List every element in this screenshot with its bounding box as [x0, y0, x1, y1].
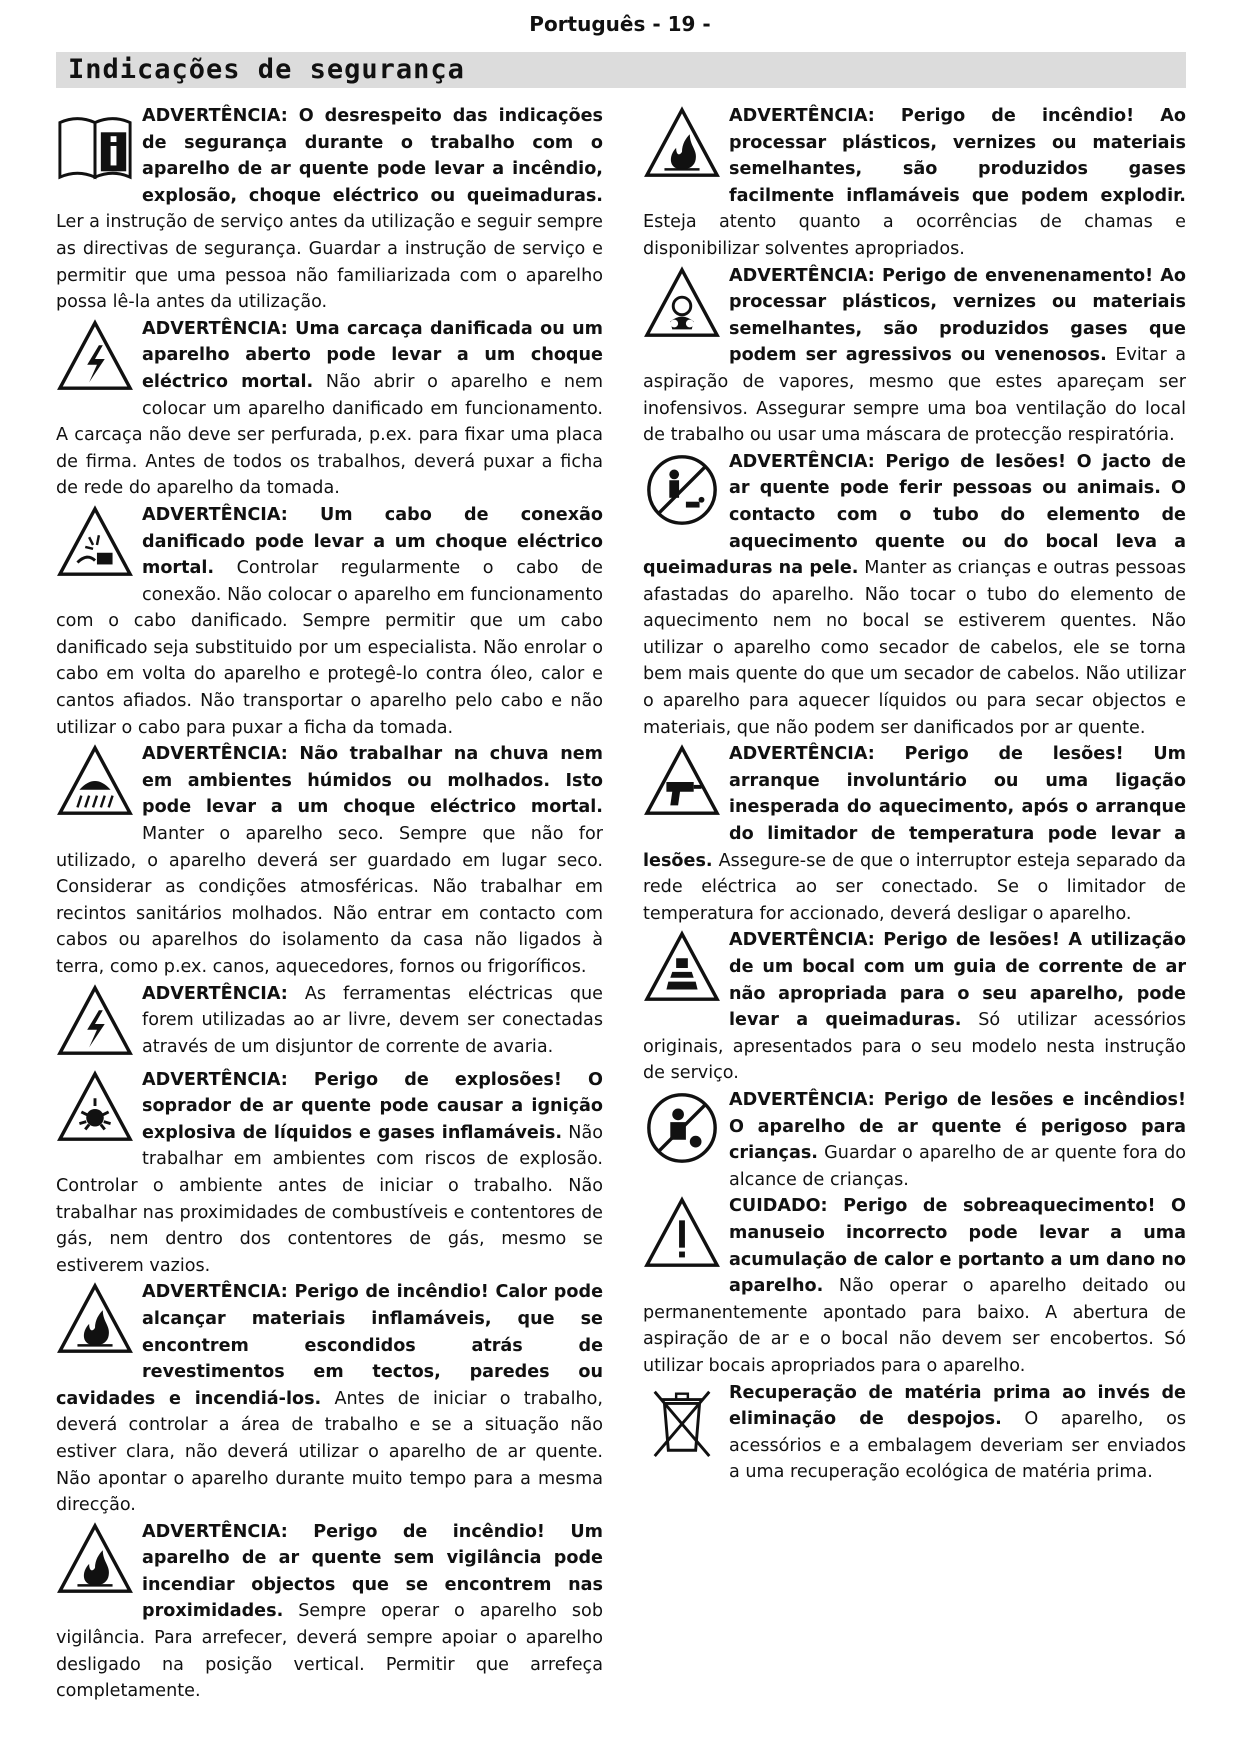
notice-warning-heading: ADVERTÊNCIA: Perigo de envenenamento! Ao processar plásticos, vernizes ou materiais semelhantes, são produzidos gases que podem ser agressivos ou venenosos. — [729, 265, 1186, 366]
notice-warning-heading: CUIDADO: Perigo de sobreaquecimento! O manuseio incorrecto pode levar a uma acumulação de calor e portanto a um dano no aparelho. — [729, 1196, 1186, 1297]
safety-notice — [643, 103, 1186, 263]
notice-warning-heading: ADVERTÊNCIA: Perigo de lesões! Um arranque involuntário ou uma ligação inesperada do aquecimento, após o arranque do limitador de temperatura pode levar a lesões. — [643, 744, 1186, 871]
notice-warning-heading: ADVERTÊNCIA: Não trabalhar na chuva nem em ambientes húmidos ou molhados. Isto pode levar a um choque eléctrico mortal. — [142, 744, 603, 818]
notice-body-text: As ferramentas eléctricas que forem utilizadas ao ar livre, devem ser conectadas através de um disjuntor de corrente de avaria. — [142, 983, 603, 1057]
notice-warning-heading: ADVERTÊNCIA: Perigo de incêndio! Um aparelho de ar quente sem vigilância pode incendiar objectos que se encontrem nas proximidades. — [142, 1521, 603, 1622]
notice-warning-heading: Recuperação de matéria prima ao invés de eliminação de despojos. — [729, 1382, 1186, 1430]
notice-warning-heading: ADVERTÊNCIA: Perigo de lesões e incêndios! O aparelho de ar quente é perigoso para crianças. — [729, 1089, 1186, 1164]
respirator-warning-icon — [643, 265, 723, 349]
safety-notice — [643, 741, 1186, 927]
notice-body-text: Guardar o aparelho de ar quente fora do alcance de crianças. — [729, 1143, 1186, 1190]
notice-body-text: Assegure-se de que o interruptor esteja separado da rede eléctrica ao ser conectado. Se o limitador de temperatura for accionado, deverá desligar o aparelho. — [643, 850, 1186, 924]
notice-body-text: O aparelho, os acessórios e a embalagem deveriam ser enviados a uma recuperação ecológica de matéria prima. — [729, 1409, 1186, 1483]
nozzle-warning-icon — [643, 929, 723, 1013]
electric-shock-warning-icon — [56, 318, 136, 402]
notice-warning-heading: ADVERTÊNCIA: Um cabo de conexão danificado pode levar a um choque eléctrico mortal. — [142, 504, 603, 579]
notice-body-text: Sempre operar o aparelho sob vigilância. Para arrefecer, deverá sempre apoiar o aparelho desligado na posição vertical. Permitir que arrefeça completamente. — [56, 1601, 603, 1702]
no-people-animals-icon — [643, 451, 723, 535]
fire-warning-icon — [56, 1521, 136, 1605]
safety-notice — [56, 502, 603, 741]
crossed-bin-recycling-icon — [643, 1382, 723, 1466]
notice-body-text: Ler a instrução de serviço antes da utilização e seguir sempre as directivas de segurança. Guardar a instrução de serviço e permitir que uma pessoa não familiarizada com o aparelho possa lê-la antes da utilização. — [56, 212, 603, 313]
rain-warning-icon — [56, 743, 136, 827]
notice-body-text: Não trabalhar em ambientes com riscos de explosão. Controlar o ambiente antes de iniciar o trabalho. Não trabalhar nas proximidades de combustíveis e contentores de gás, nem dentro dos contentores de gás, mesmo se estiverem vazios. — [56, 1122, 603, 1276]
safety-notice — [56, 1067, 603, 1280]
notice-warning-heading: ADVERTÊNCIA: Perigo de lesões! O jacto de ar quente pode ferir pessoas ou animais. O contacto com o tubo do elemento de aquecimento quente ou do bocal leva a queimaduras na pele. — [643, 451, 1186, 579]
section-header-bar — [56, 52, 1186, 88]
safety-notice — [56, 741, 603, 980]
explosion-warning-icon — [56, 1069, 136, 1153]
notice-warning-heading: ADVERTÊNCIA: Perigo de incêndio! Ao processar plásticos, vernizes ou materiais semelhantes, são produzidos gases facilmente inflamáveis que podem explodir. — [729, 106, 1186, 206]
safety-notice — [643, 927, 1186, 1087]
page-header: Português - 19 - — [529, 12, 711, 36]
caution-exclamation-icon — [643, 1195, 723, 1279]
safety-notice — [643, 1193, 1186, 1379]
section-title: Indicações de segurança — [68, 54, 465, 85]
notice-body-text: Esteja atento quanto a ocorrências de chamas e disponibilizar solventes apropriados. — [643, 212, 1186, 259]
notice-warning-heading: ADVERTÊNCIA: Uma carcaça danificada ou um aparelho aberto pode levar a um choque eléctrico mortal. — [142, 318, 603, 392]
safety-notice — [56, 1519, 603, 1705]
notice-body-text: Controlar regularmente o cabo de conexão. Não colocar o aparelho em funcionamento com o cabo danificado. Sempre permitir que um cabo danificado seja substituido por um especialista. Não enrolar o cabo em volta do aparelho e protegê-lo contra óleo, calor e cantos afiados. Não transportar o aparelho pelo cabo e não utilizar o cabo para puxar a ficha da tomada. — [56, 558, 603, 738]
safety-notice — [643, 1380, 1186, 1486]
notice-warning-heading: ADVERTÊNCIA: Perigo de lesões! A utilização de um bocal com um guia de corrente de ar não apropriada para o seu aparelho, pode levar a queimaduras. — [729, 930, 1186, 1031]
safety-notice — [56, 1279, 603, 1518]
heat-gun-warning-icon — [643, 743, 723, 827]
notice-body-text: Manter o aparelho seco. Sempre que não for utilizado, o aparelho deverá ser guardado em lugar seco. Considerar as condições atmosféricas. Não trabalhar em recintos sanitários molhados. Não entrar em contacto com cabos ou aparelhos do isolamento da casa não ligados à terra, como p.ex. canos, aquecedores, fornos ou frigoríficos. — [56, 824, 603, 977]
fire-warning-icon — [56, 1281, 136, 1365]
notice-warning-heading: ADVERTÊNCIA: — [142, 983, 288, 1004]
safety-notice — [56, 981, 603, 1067]
safety-notice — [56, 103, 603, 316]
damaged-cable-warning-icon — [56, 504, 136, 588]
notice-body-text: Não operar o aparelho deitado ou permanentemente apontado para baixo. A abertura de aspiração de ar e o bocal não devem ser encobertos. Só utilizar bocais apropriados para o aparelho. — [643, 1276, 1186, 1376]
left-column — [56, 103, 603, 1705]
no-children-icon — [643, 1089, 723, 1173]
notice-warning-heading: ADVERTÊNCIA: Perigo de incêndio! Calor pode alcançar materiais inflamáveis, que se encontrem escondidos atrás de revestimentos em tectos, paredes ou cavidades e incendiá-los. — [56, 1282, 603, 1409]
right-column — [643, 103, 1186, 1486]
notice-body-text: Antes de iniciar o trabalho, deverá controlar a área de trabalho e se a situação não estiver clara, não deverá utilizar o aparelho de ar quente. Não apontar o aparelho durante muito tempo para a mesma direcção. — [56, 1388, 603, 1516]
info-book-icon — [56, 105, 136, 189]
electric-shock-warning-icon — [56, 983, 136, 1067]
notice-warning-heading: ADVERTÊNCIA: Perigo de explosões! O soprador de ar quente pode causar a ignição explosiva de líquidos e gases inflamáveis. — [142, 1069, 603, 1143]
safety-notice — [643, 449, 1186, 742]
safety-notice — [56, 316, 603, 502]
safety-notice — [643, 1087, 1186, 1193]
notice-body-text: Só utilizar acessórios originais, apresentados para o seu modelo nesta instrução de serviço. — [643, 1010, 1186, 1084]
notice-body-text: Não abrir o aparelho e nem colocar um aparelho danificado em funcionamento. A carcaça não deve ser perfurada, p.ex. para fixar uma placa de firma. Antes de todos os trabalhos, deverá puxar a ficha de rede do aparelho da tomada. — [56, 371, 603, 499]
safety-notice — [643, 263, 1186, 449]
fire-warning-icon — [643, 105, 723, 189]
notice-body-text: Evitar a aspiração de vapores, mesmo que estes apareçam ser inofensivos. Assegurar sempre uma boa ventilação do local de trabalho ou usar uma máscara de protecção respiratória. — [643, 345, 1187, 446]
notice-warning-heading: ADVERTÊNCIA: O desrespeito das indicações de segurança durante o trabalho com o aparelho de ar quente pode levar a incêndio, explosão, choque eléctrico ou queimaduras. — [142, 106, 603, 206]
notice-body-text: Manter as crianças e outras pessoas afastadas do aparelho. Não tocar o tubo do elemento de aquecimento nem no bocal se estiverem quentes. Não utilizar o aparelho como secador de cabelos, ele se torna bem mais quente do que um secador de cabelos. Não utilizar o aparelho para aquecer líquidos ou para secar objectos e materiais, que não podem ser danificados por ar quente. — [643, 558, 1186, 738]
